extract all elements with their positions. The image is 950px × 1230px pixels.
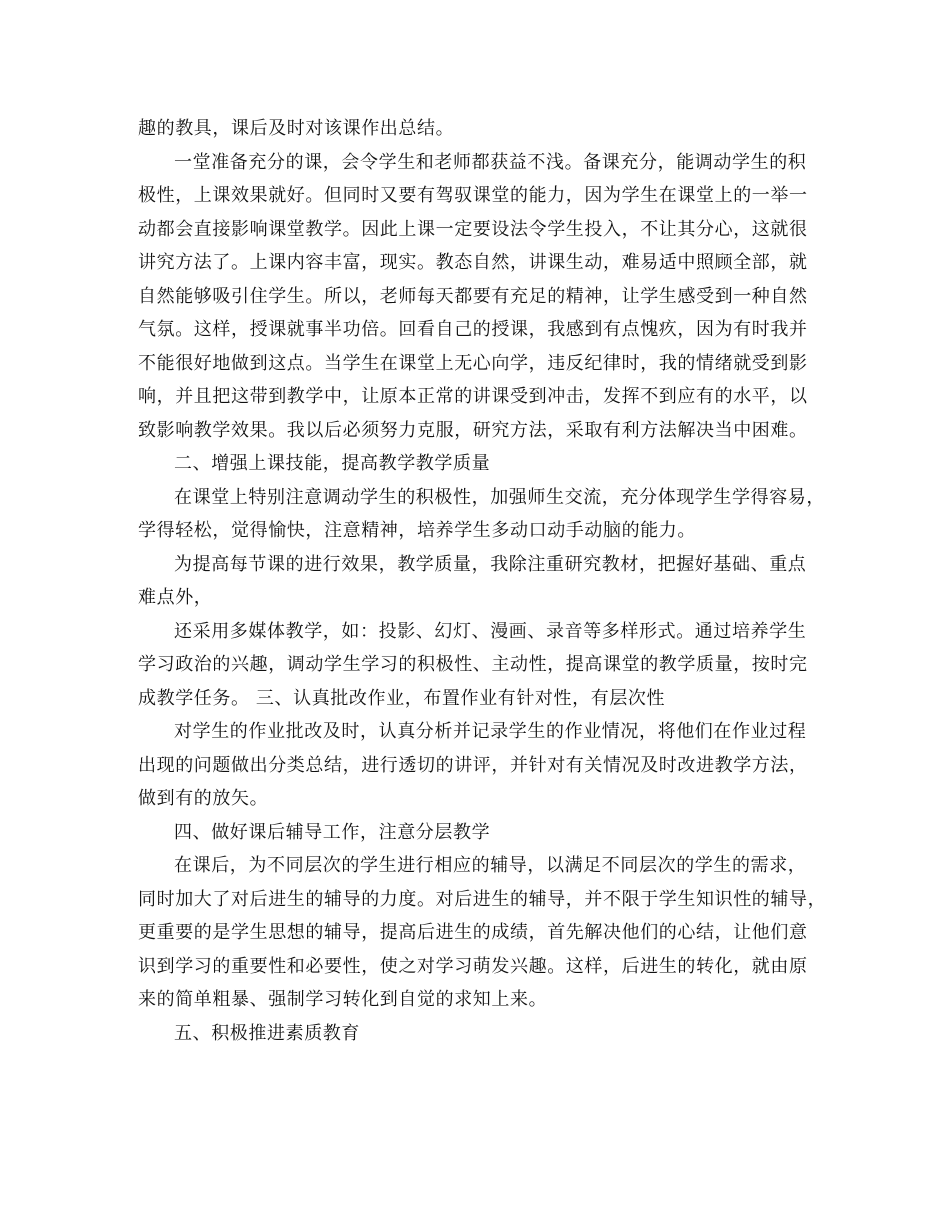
body-text — [138, 112, 827, 1050]
text-line: 极性，上课效果就好。但同时又要有驾驭课堂的能力，因为学生在课堂上的一举一 — [138, 185, 808, 206]
text-line: 自然能够吸引住学生。所以，老师每天都要有充足的精神，让学生感受到一种自然 — [138, 285, 808, 307]
text-line: 二、增强上课技能，提高教学教学质量 — [174, 453, 491, 474]
text-line: 还采用多媒体教学，如：投影、幻灯、漫画、录音等多样形式。通过培养学生 — [174, 620, 807, 642]
text-line: 讲究方法了。上课内容丰富，现实。教态自然，讲课生动，难易适中照顾全部，就 — [138, 252, 808, 273]
text-line: 四、做好课后辅导工作，注意分层教学 — [174, 821, 491, 843]
text-line: 更重要的是学生思想的辅导，提高后进生的成绩，首先解决他们的心结，让他们意 — [138, 922, 808, 943]
text-line: 在课堂上特别注意调动学生的积极性，加强师生交流，充分体现学生学得容易， — [174, 486, 825, 508]
text-line: 致影响教学效果。我以后必须努力克服，研究方法，采取有利方法解决当中困难。 — [138, 419, 808, 441]
text-line: 五、积极推进素质教育 — [174, 1022, 360, 1044]
text-line: 为提高每节课的进行效果，教学质量，我除注重研究教材，把握好基础、重点 — [174, 553, 807, 575]
text-line: 气氛。这样，授课就事半功倍。回看自己的授课，我感到有点愧疚，因为有时我并 — [138, 319, 808, 340]
text-line: 出现的问题做出分类总结，进行透切的讲评，并针对有关情况及时改进教学方法， — [138, 754, 808, 776]
text-line: 难点外， — [138, 587, 213, 608]
text-line: 趣的教具，课后及时对该课作出总结。 — [138, 118, 455, 139]
text-line: 做到有的放矢。 — [138, 788, 269, 809]
text-line: 学得轻松，觉得愉快，注意精神，培养学生多动口动手动脑的能力。 — [138, 520, 696, 541]
text-line: 同时加大了对后进生的辅导的力度。对后进生的辅导，并不限于学生知识性的辅导， — [138, 888, 827, 910]
text-line: 识到学习的重要性和必要性，使之对学习萌发兴趣。这样，后进生的转化，就由原 — [138, 955, 808, 977]
text-line: 成教学任务。 三、认真批改作业，布置作业有针对性，有层次性 — [138, 687, 666, 709]
text-line: 学习政治的兴趣，调动学生学习的积极性、主动性，提高课堂的教学质量，按时完 — [138, 654, 808, 675]
text-line: 一堂准备充分的课，会令学生和老师都获益不浅。备课充分，能调动学生的积 — [174, 151, 807, 173]
text-line: 不能很好地做到这点。当学生在课堂上无心向学，违反纪律时，我的情绪就受到影 — [138, 352, 808, 374]
text-line: 对学生的作业批改及时，认真分析并记录学生的作业情况，将他们在作业过程 — [174, 721, 807, 742]
text-line: 响，并且把这带到教学中，让原本正常的讲课受到冲击，发挥不到应有的水平，以 — [138, 386, 808, 407]
text-line: 动都会直接影响课堂教学。因此上课一定要设法令学生投入，不让其分心，这就很 — [138, 218, 808, 240]
text-line: 来的简单粗暴、强制学习转化到自觉的求知上来。 — [138, 989, 548, 1010]
text-line: 在课后，为不同层次的学生进行相应的辅导，以满足不同层次的学生的需求， — [174, 855, 807, 876]
